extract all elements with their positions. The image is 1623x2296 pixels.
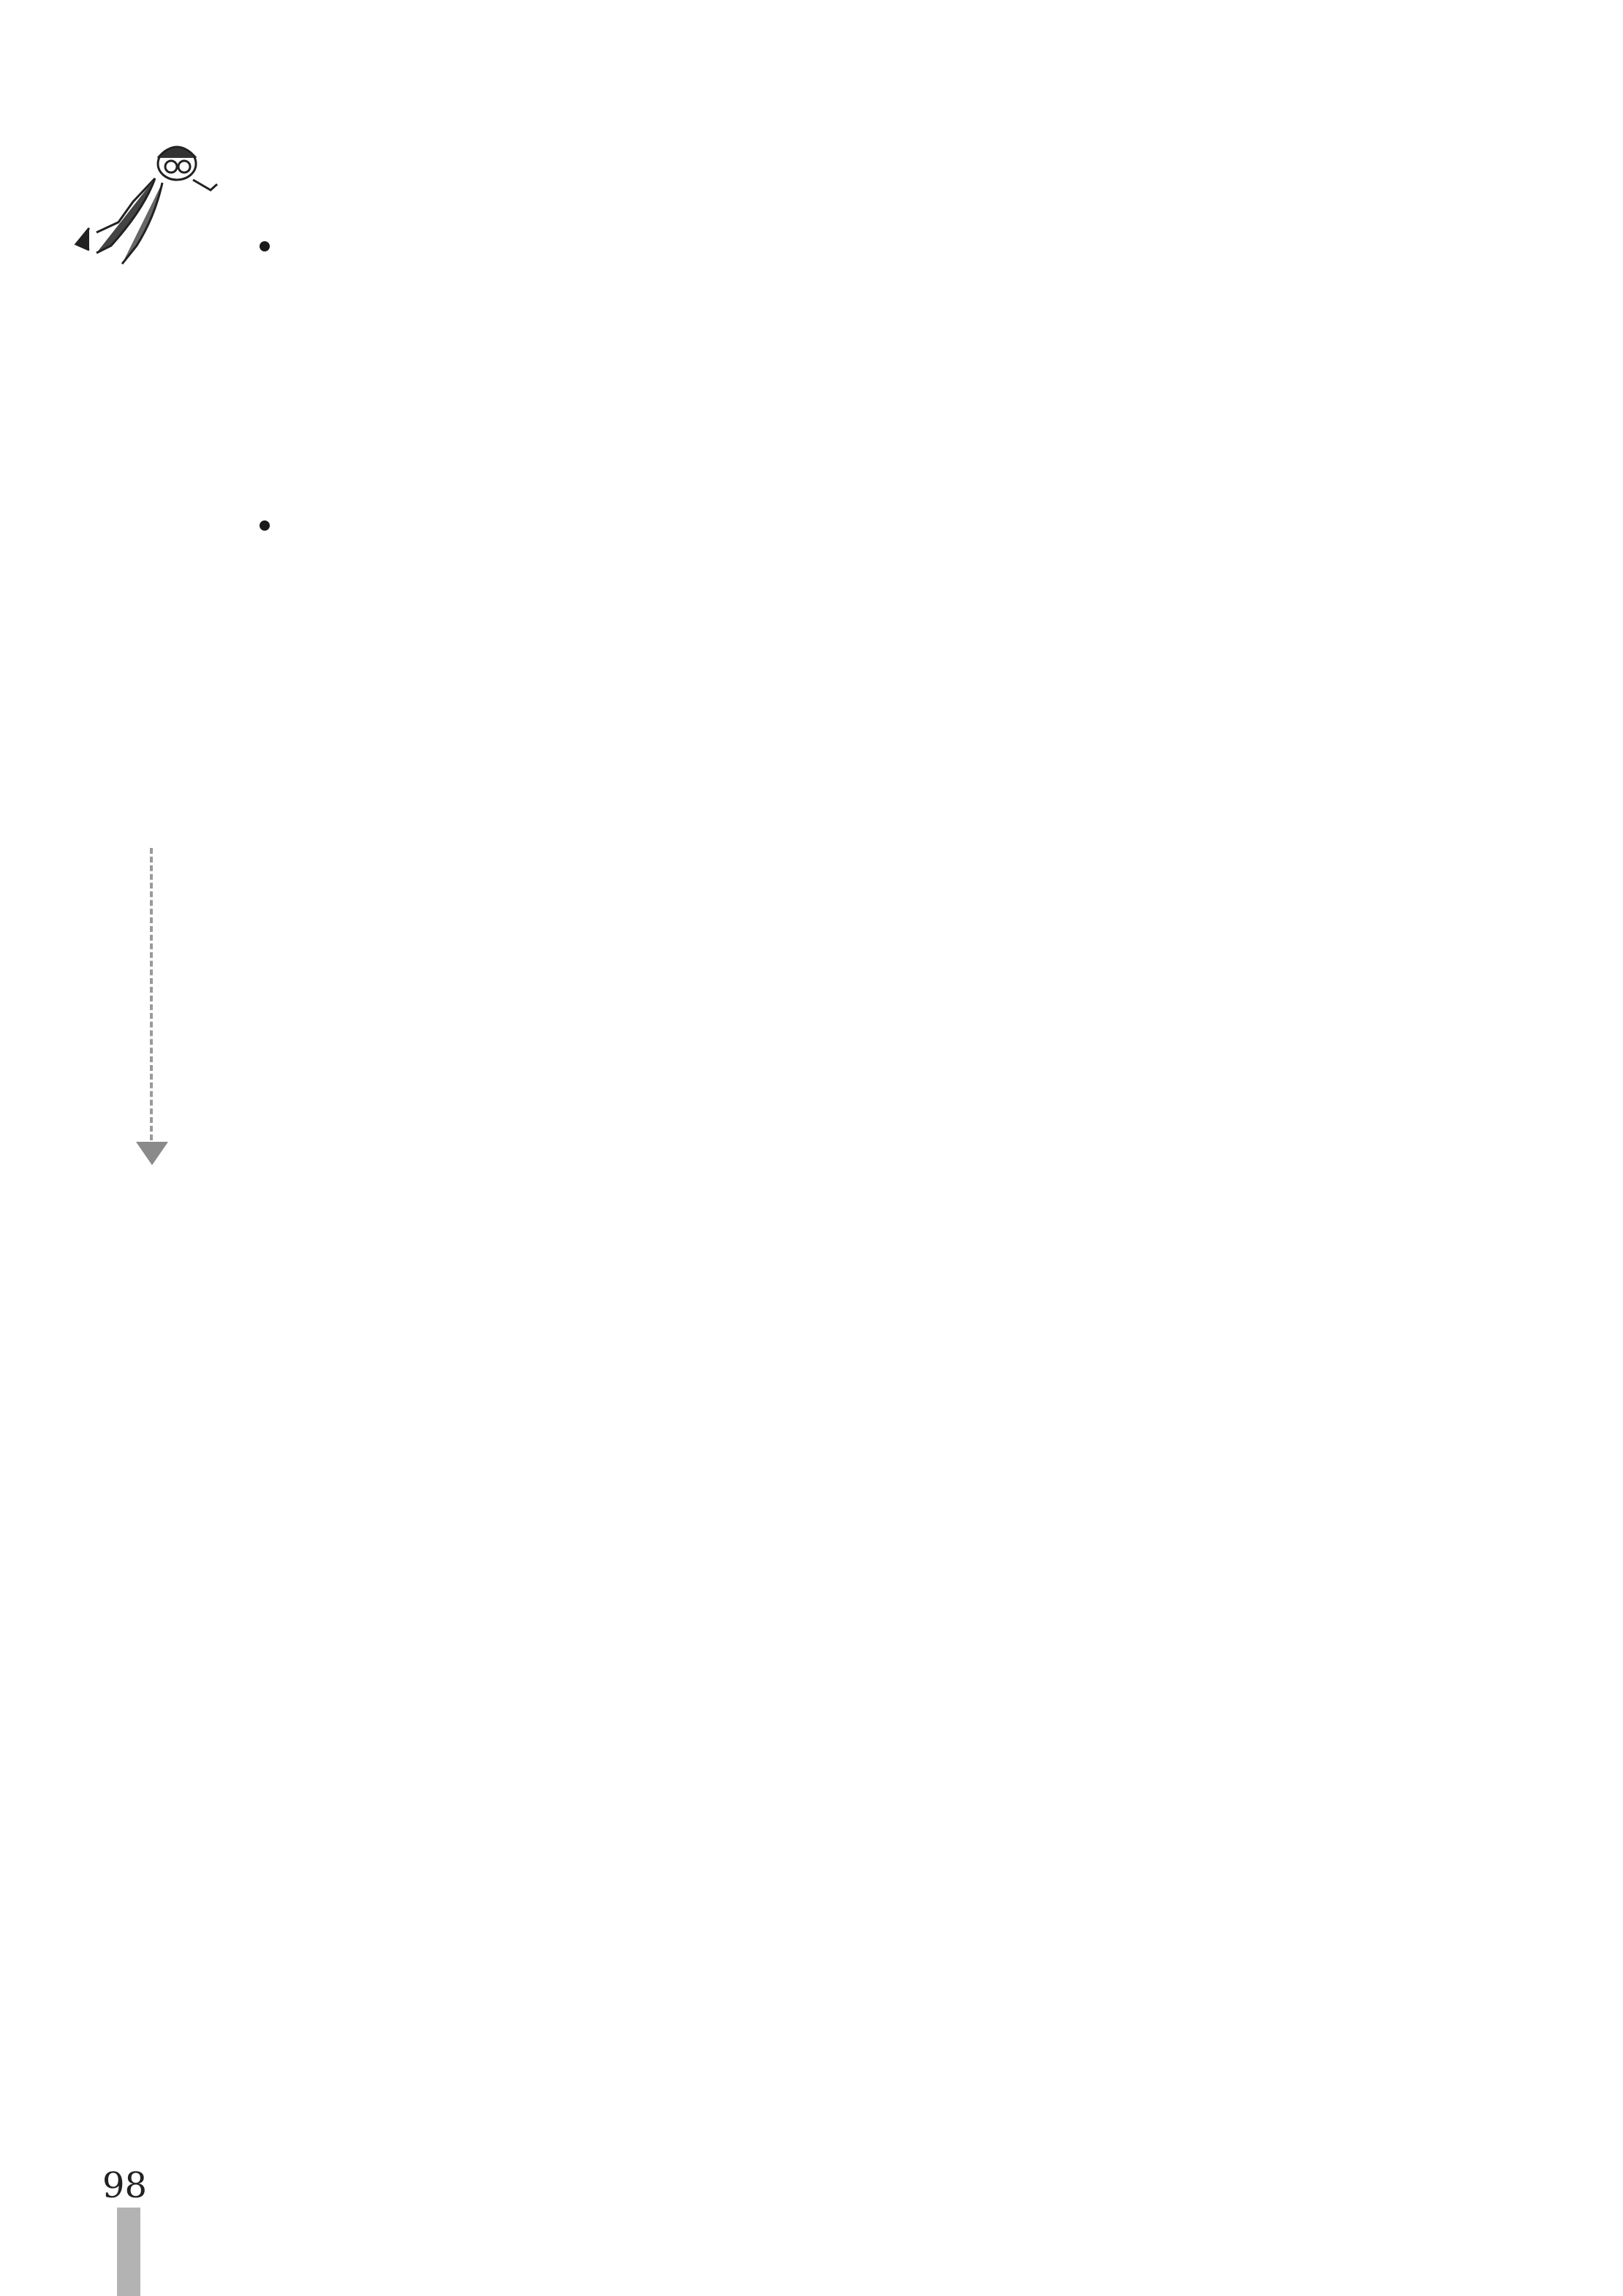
page-edge-tab (117, 2208, 140, 2296)
text-column (1287, 240, 1322, 2155)
running-header (123, 241, 167, 1060)
heading-bullet (260, 520, 270, 531)
text-column (1164, 240, 1199, 2155)
text-column (366, 240, 401, 2155)
text-column (611, 240, 646, 2155)
arrow-down-icon (136, 1142, 168, 1165)
page-number: 98 (102, 2165, 148, 2206)
text-column (427, 240, 462, 2155)
text-column (857, 240, 892, 2155)
section-heading (241, 241, 285, 548)
text-column (1041, 240, 1076, 2155)
text-column (795, 240, 831, 2155)
text-column (550, 240, 585, 2155)
text-column (1102, 240, 1138, 2155)
text-column (1348, 240, 1383, 2155)
text-column (1225, 240, 1260, 2155)
text-column (918, 240, 953, 2155)
header-dashed-divider (150, 848, 153, 1140)
text-column (488, 240, 523, 2155)
text-column (980, 240, 1015, 2155)
text-column (734, 240, 769, 2155)
text-column (673, 240, 708, 2155)
